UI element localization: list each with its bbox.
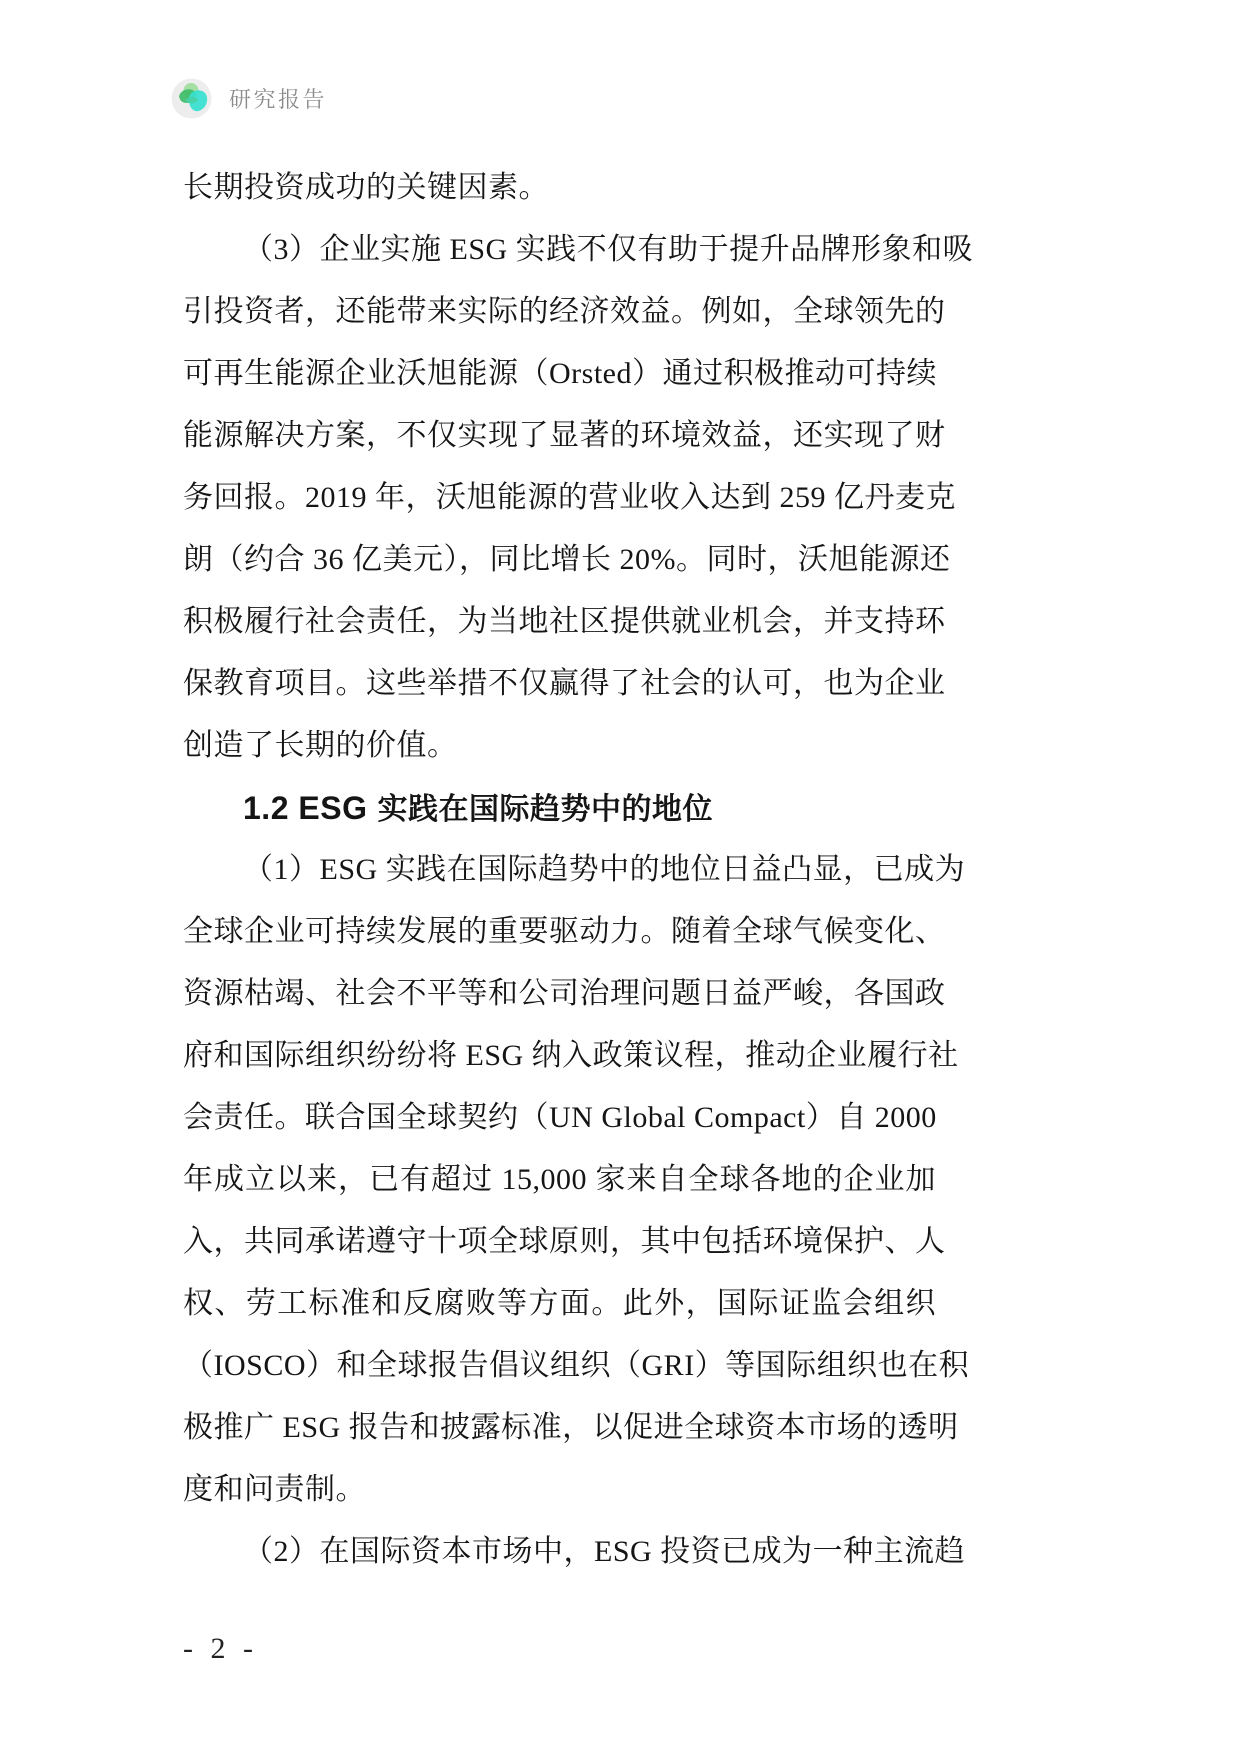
text-line: 会责任。联合国全球契约（UN Global Compact）自 2000 xyxy=(183,1101,937,1134)
document-body xyxy=(183,157,974,1583)
text-line: 朗（约合 36 亿美元），同比增长 20%。同时，沃旭能源还 xyxy=(183,543,951,576)
section-heading-text: 实践在国际趋势中的地位 xyxy=(377,793,713,826)
text-line: 能源解决方案，不仅实现了显著的环境效益，还实现了财 xyxy=(183,419,946,452)
text-line: 权、劳工标准和反腐败等方面。此外，国际证监会组织 xyxy=(183,1287,936,1320)
text-line: （3）企业实施 ESG 实践不仅有助于提升品牌形象和吸 xyxy=(243,233,974,266)
text-line: 年成立以来，已有超过 15,000 家来自全球各地的企业加 xyxy=(183,1163,936,1196)
text-line: 极推广 ESG 报告和披露标准，以促进全球资本市场的透明 xyxy=(183,1411,959,1444)
text-line: （2）在国际资本市场中，ESG 投资已成为一种主流趋 xyxy=(243,1535,966,1568)
text-line: 务回报。2019 年，沃旭能源的营业收入达到 259 亿丹麦克 xyxy=(183,481,956,514)
page-header xyxy=(171,78,327,119)
section-heading xyxy=(183,777,936,839)
text-line: 积极履行社会责任，为当地社区提供就业机会，并支持环 xyxy=(183,605,946,638)
text-line: 引投资者，还能带来实际的经济效益。例如，全球领先的 xyxy=(183,295,946,328)
text-line: 资源枯竭、社会不平等和公司治理问题日益严峻，各国政 xyxy=(183,977,946,1010)
brand-title: 研究报告 xyxy=(229,87,328,112)
text-line: 长期投资成功的关键因素。 xyxy=(183,171,549,204)
text-line: 全球企业可持续发展的重要驱动力。随着全球气候变化、 xyxy=(183,915,946,948)
text-line: 度和问责制。 xyxy=(183,1473,366,1506)
text-line: 创造了长期的价值。 xyxy=(183,729,458,762)
text-line: 可再生能源企业沃旭能源（Orsted）通过积极推动可持续 xyxy=(183,357,937,390)
page-number: - 2 - xyxy=(183,1632,258,1665)
text-line: （IOSCO）和全球报告倡议组织（GRI）等国际组织也在积 xyxy=(183,1349,970,1382)
text-line: 保教育项目。这些举措不仅赢得了社会的认可，也为企业 xyxy=(183,667,946,700)
text-line: 入，共同承诺遵守十项全球原则，其中包括环境保护、人 xyxy=(183,1225,946,1258)
section-heading-number: 1.2 ESG xyxy=(243,790,368,826)
text-line: （1）ESG 实践在国际趋势中的地位日益凸显，已成为 xyxy=(243,853,966,886)
brand-logo-icon xyxy=(171,78,212,119)
text-line: 府和国际组织纷纷将 ESG 纳入政策议程，推动企业履行社 xyxy=(183,1039,959,1072)
